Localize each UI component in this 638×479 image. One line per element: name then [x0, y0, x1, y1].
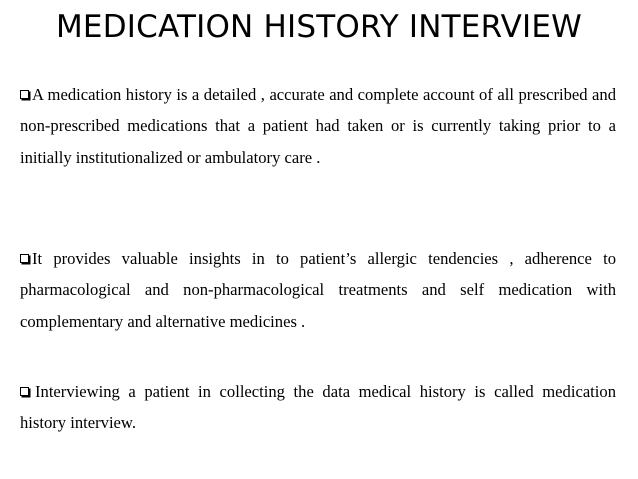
bullet-paragraph	[20, 79, 616, 173]
bullet-text: Interviewing a patient in collecting the data medical history is called medication history interview.	[20, 382, 616, 433]
hollow-square-bullet-icon	[20, 90, 29, 99]
hollow-square-bullet-icon	[20, 254, 29, 263]
bullet-text: It provides valuable insights in to patient’s allergic tendencies , adherence to pharmacological and non-pharmacological treatments and self medication with complementary and alternative medicines .	[20, 249, 616, 331]
bullet-paragraph	[20, 376, 616, 439]
hollow-square-bullet-icon	[20, 387, 29, 396]
bullet-paragraph	[20, 243, 616, 337]
bullet-text: A medication history is a detailed , accurate and complete account of all prescribed and non-prescribed medications that a patient had taken or is currently taking prior to a initially institutionalized or ambulatory care .	[20, 85, 616, 167]
slide-title: MEDICATION HISTORY INTERVIEW	[55, 9, 582, 45]
